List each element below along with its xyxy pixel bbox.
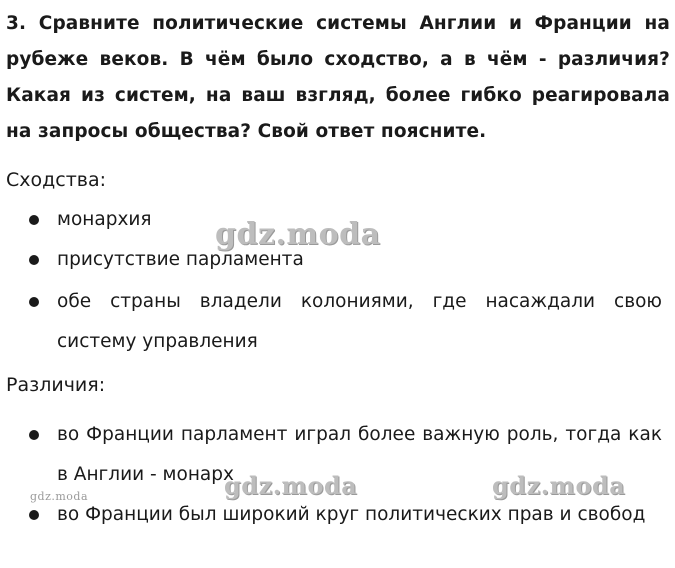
bullet-icon <box>29 255 39 265</box>
list-item-text: обе страны владели колониями, где насаждали свою систему управления <box>57 291 662 352</box>
list-item <box>0 240 675 280</box>
list-item-text: во Франции парламент играл более важную роль, тогда как в Англии - монарх <box>57 424 662 485</box>
bullet-icon <box>29 430 39 440</box>
differences-list <box>0 415 675 535</box>
list-item <box>0 415 675 495</box>
differences-label: Различия: <box>6 374 106 396</box>
question-text: 3. Сравните политические системы Англии и Франции на рубеже веков. В чём было сходство, а в чём - различия? Какая из систем, на ваш взгляд, более гибко реагировала на запросы общества? Свой ответ поясните. <box>6 13 670 142</box>
list-item <box>0 200 675 240</box>
list-item <box>0 282 675 362</box>
bullet-icon <box>29 215 39 225</box>
similarities-list <box>0 200 675 362</box>
watermark: gdz.moda <box>30 490 89 503</box>
similarities-label: Сходства: <box>6 169 107 191</box>
list-item-text: присутствие парламента <box>57 249 304 270</box>
watermark: gdz.moda <box>215 217 381 252</box>
list-item <box>0 495 675 535</box>
list-item-text: во Франции был широкий круг политических прав и свобод <box>57 504 646 525</box>
bullet-icon <box>29 297 39 307</box>
watermark: gdz.moda <box>224 471 358 500</box>
bullet-icon <box>29 510 39 520</box>
list-item-text: монархия <box>57 209 152 230</box>
watermark: gdz.moda <box>492 471 626 500</box>
